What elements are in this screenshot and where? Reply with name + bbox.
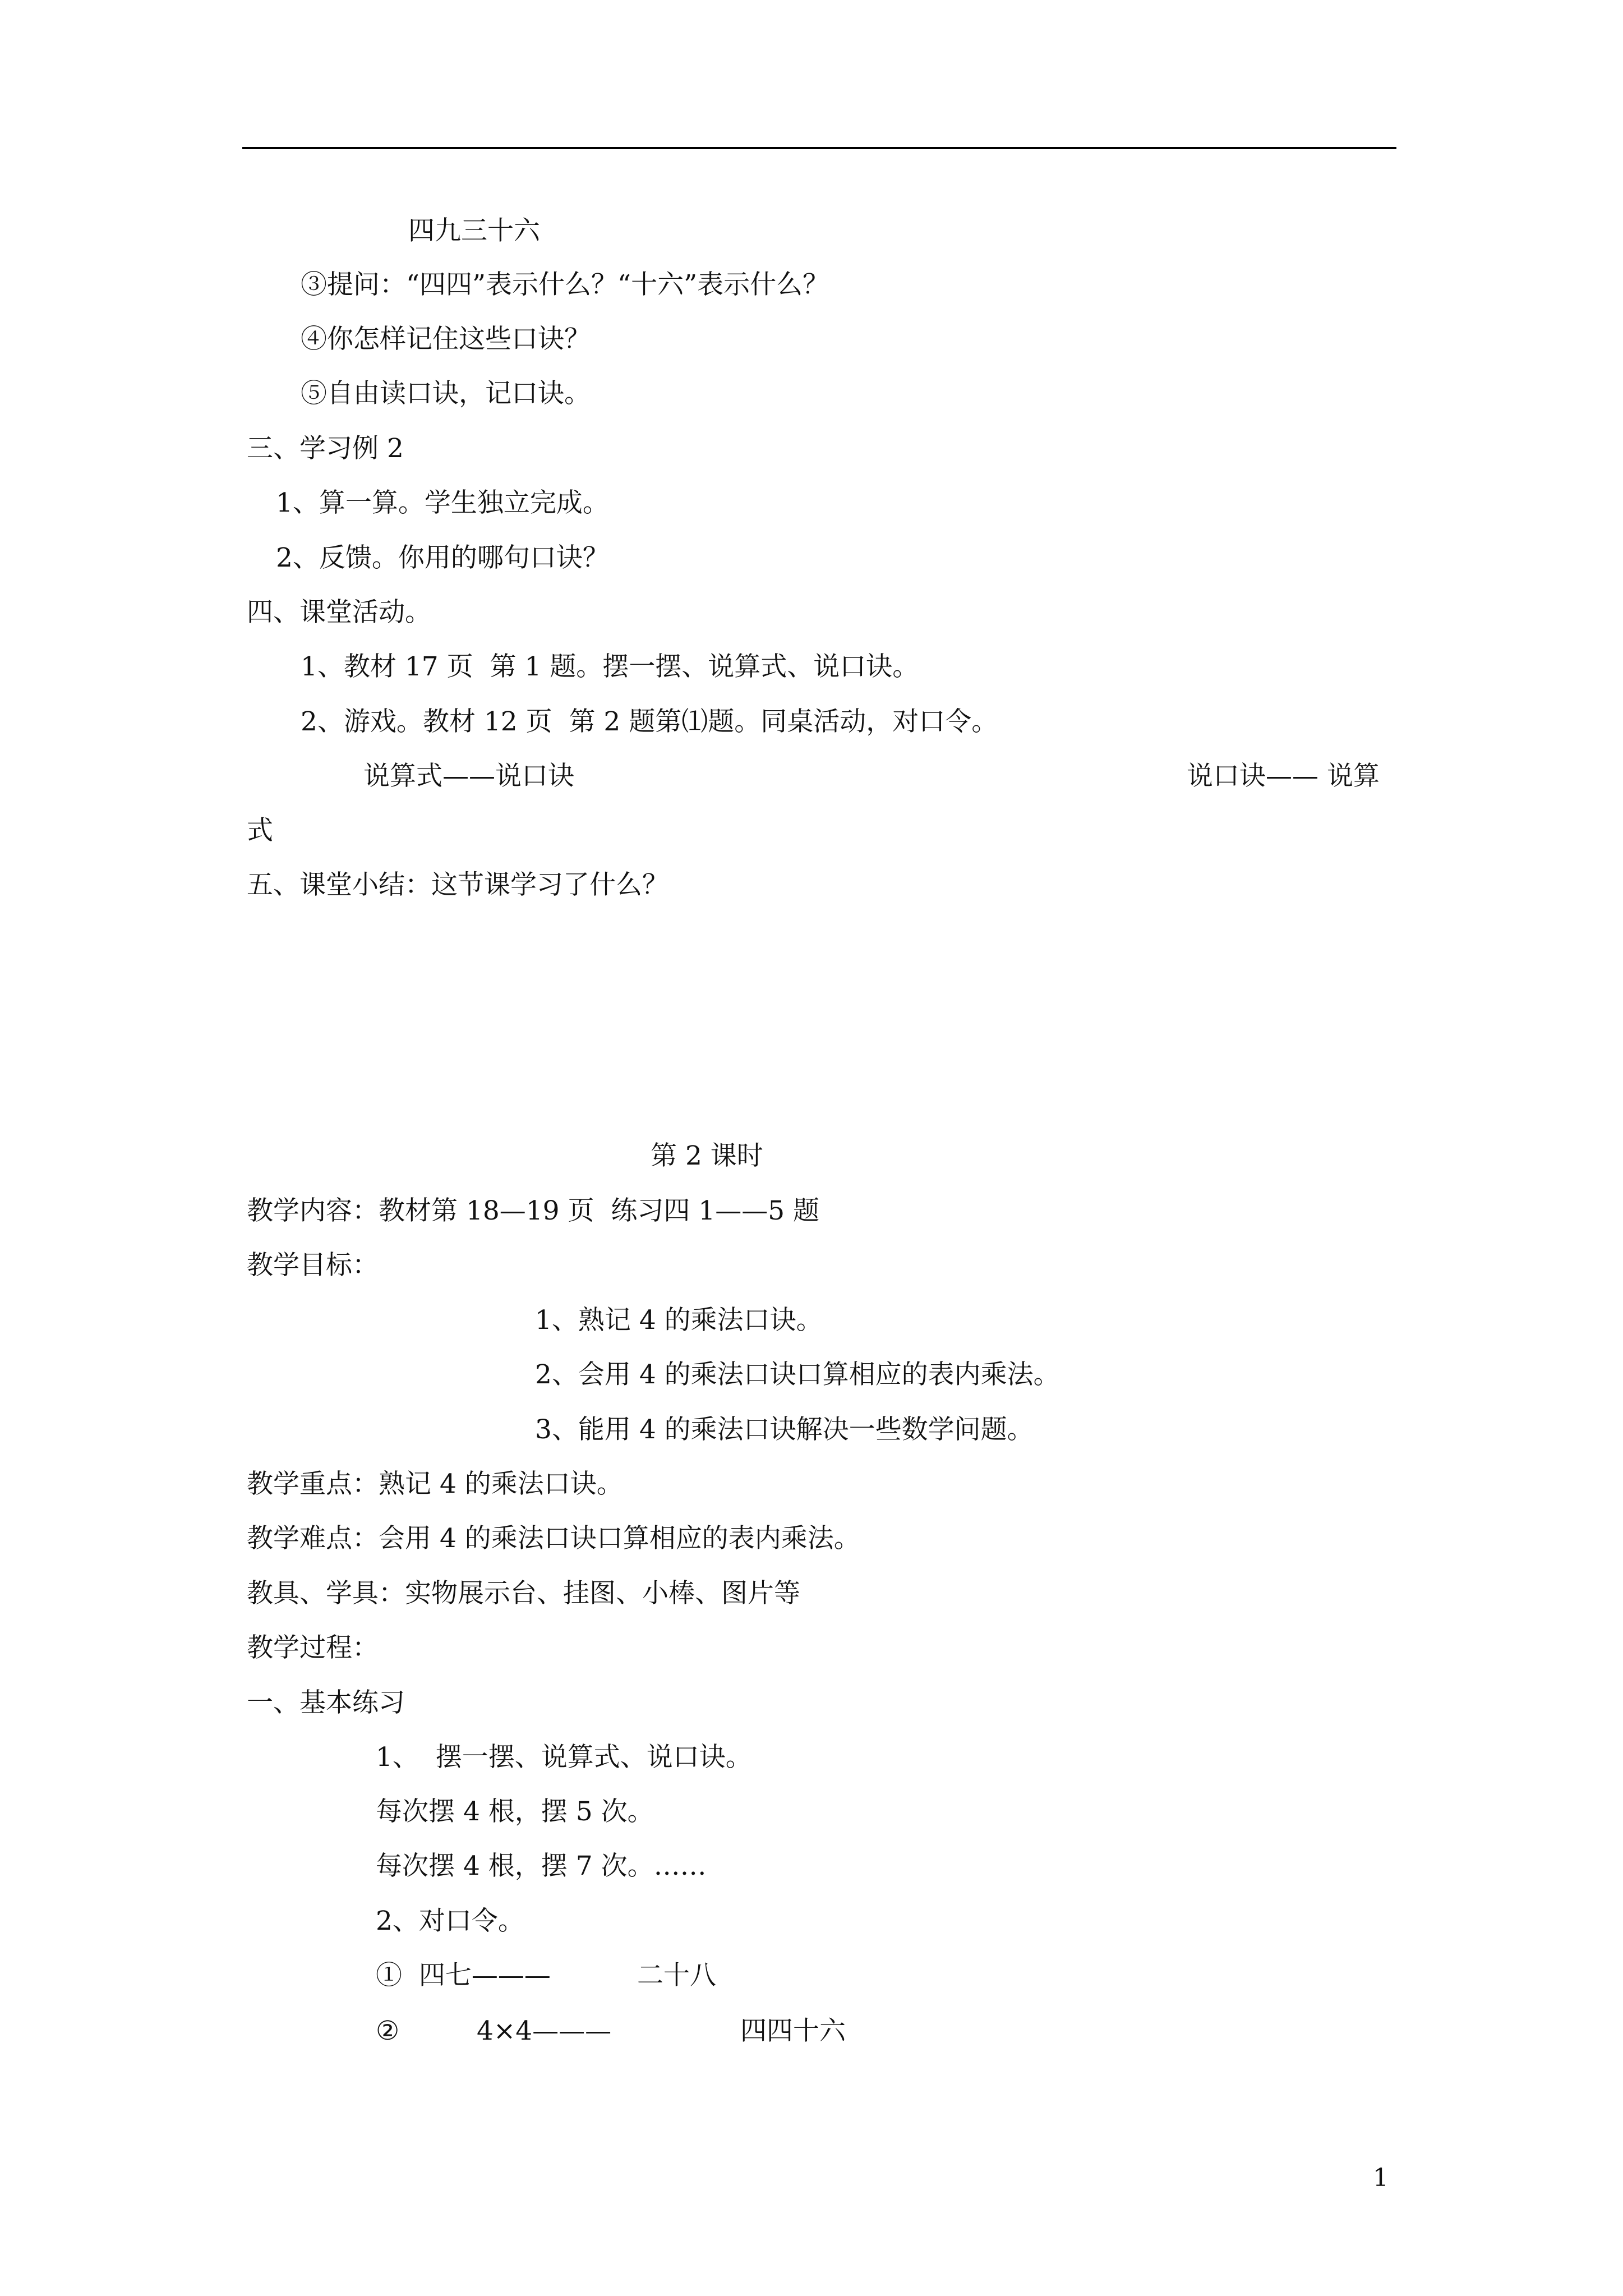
lesson-title: 第 2 课时 <box>651 1140 763 1171</box>
text-line: ③提问：“四四”表示什么？“十六”表示什么？ <box>301 269 829 300</box>
text-line: 2、反馈。你用的哪句口诀？ <box>276 542 609 573</box>
text-line: 教学过程： <box>247 1632 379 1663</box>
text-line: 教具、学具：实物展示台、挂图、小棒、图片等 <box>247 1578 800 1609</box>
text-line: 二十八 <box>637 1960 716 1991</box>
text-line: 说口诀—— 说算 <box>1187 761 1380 792</box>
text-line: 2、对口令。 <box>376 1906 524 1936</box>
section-heading: 四、课堂活动。 <box>247 597 431 628</box>
text-line: 2、游戏。教材 12 页 第 2 题第⑴题。同桌活动，对口令。 <box>301 706 998 737</box>
page-number: 1 <box>1373 2164 1389 2192</box>
text-line: 1、算一算。学生独立完成。 <box>276 487 609 518</box>
text-line: 4×4——— <box>477 2016 612 2046</box>
text-line: 四四十六 <box>740 2016 846 2046</box>
text-line: 教学内容：教材第 18—19 页 练习四 1——5 题 <box>247 1195 820 1226</box>
section-heading: 一、基本练习 <box>247 1687 405 1718</box>
text-line: 四九三十六 <box>408 215 540 246</box>
text-line: 式 <box>247 815 273 846</box>
text-line: ② <box>376 2016 400 2046</box>
text-line: 1、熟记 4 的乘法口诀。 <box>535 1305 823 1336</box>
text-line: 2、会用 4 的乘法口诀口算相应的表内乘法。 <box>535 1359 1060 1390</box>
text-line: 每次摆 4 根，摆 5 次。 <box>376 1796 654 1827</box>
section-heading: 三、学习例 2 <box>247 433 404 464</box>
text-line: 教学目标： <box>247 1250 379 1281</box>
text-line: 说算式——说口诀 <box>363 761 574 792</box>
text-line: 教学重点：熟记 4 的乘法口诀。 <box>247 1469 623 1499</box>
text-line: ④你怎样记住这些口诀？ <box>301 324 591 355</box>
text-line: 3、能用 4 的乘法口诀解决一些数学问题。 <box>535 1414 1034 1445</box>
section-heading: 五、课堂小结：这节课学习了什么？ <box>247 869 668 900</box>
text-line: 每次摆 4 根，摆 7 次。…… <box>376 1851 707 1881</box>
text-line: ① 四七——— <box>376 1960 551 1991</box>
header-rule <box>242 147 1396 149</box>
text-line: 教学难点：会用 4 的乘法口诀口算相应的表内乘法。 <box>247 1523 860 1554</box>
text-line: ⑤自由读口诀，记口诀。 <box>301 378 591 409</box>
text-line: 1、 摆一摆、说算式、说口诀。 <box>376 1742 752 1773</box>
text-line: 1、教材 17 页 第 1 题。摆一摆、说算式、说口诀。 <box>301 651 919 682</box>
